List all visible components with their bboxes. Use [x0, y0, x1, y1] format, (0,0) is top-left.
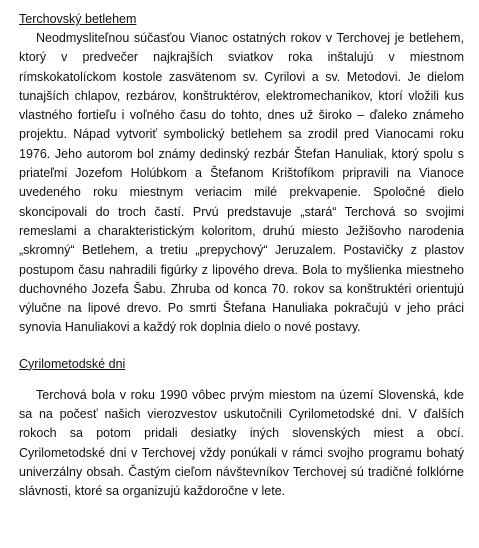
heading-spacer — [19, 374, 469, 386]
section-paragraph-betlehem: Neodmysliteľnou súčasťou Vianoc ostatných rokov v Terchovej je betlehem, ktorý v predvečer najkrajších sviatkov roka inštalujú v miestnom rímskokatolíckom kostole zasvätenom sv. Cyrilovi a sv. Metodovi. Je dielom tunajších chlapov, rezbárov, konštruktérov, elektromechanikov, ktorí vložili kus vlastného fortieľu i voľného času do tohto, dnes už široko – ďaleko známeho projektu. Nápad vytvoriť symbolický betlehem sa zrodil pred Vianocami roku 1976. Jeho autorom bol známy dedinský rezbár Štefan Hanuliak, ktorý spolu s priateľmi Jozefom Holúbkom a Štefanom Krištofíkom pripravili na Vianoce uvedeného roku miestnym veriacim milé prekvapenie. Spoločné dielo skoncipovali do troch častí. Prvú predstavuje „stará“ Terchová so svojimi remeslami a charakteristickým koloritom, druhú miesto Ježišovho narodenia „skromný“ Betlehem, a tretiu „prepychový“ Jeruzalem. Postavičky z plastov postupom času nahradili figúrky z lipového dreva. Bola to myšlienka miestneho duchovného Jozefa Šabu. Zhruba od konca 70. rokov sa konštruktéri orientujú výlučne na lipové drevo. Po smrti Štefana Hanuliaka pokračujú v jeho práci synovia Hanuliakovi a každý rok doplnia dielo o nové postavy. — [19, 31, 464, 335]
section-paragraph-cyrilometodske-dni: Terchová bola v roku 1990 vôbec prvým miestom na území Slovenská, kde sa na počesť našich vierozvestov uskutočnili Cyrilometodské dni. V ďalších rokoch sa potom pridali desiatky iných slovenských miest a obcí. Cyrilometodské dni v Terchovej vždy ponúkali v rámci svojho programu bohatý univerzálny obsah. Častým cieľom návštevníkov Terchovej sú tradičné folklórne slávnosti, ktoré sa organizujú každoročne v lete. — [19, 387, 464, 499]
section-heading-cyrilometodske-dni: Cyrilometodské dni — [19, 356, 126, 371]
section-spacer — [19, 338, 469, 355]
section-heading-betlehem: Terchovský betlehem — [19, 12, 137, 26]
